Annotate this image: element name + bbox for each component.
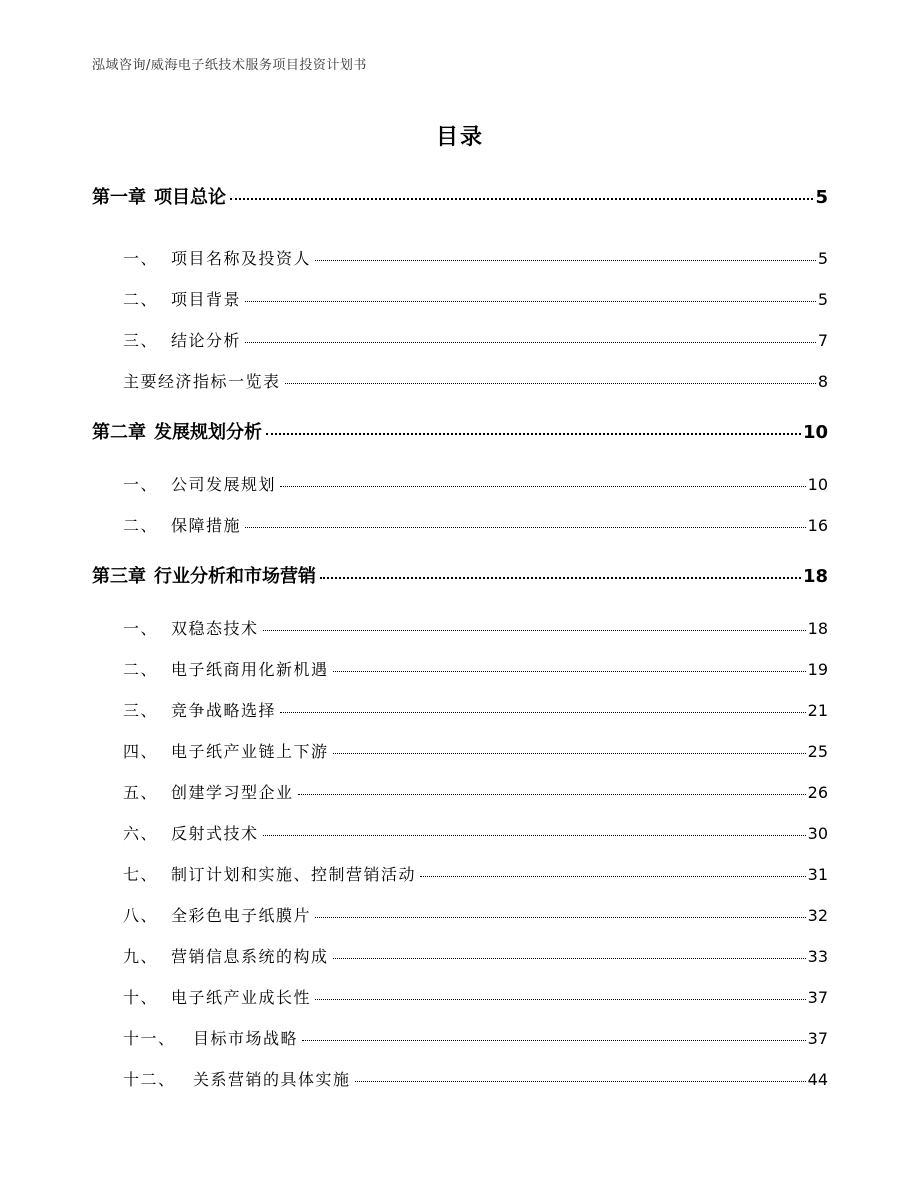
toc-entry-page: 5: [817, 290, 828, 309]
toc-leader-dots: [315, 260, 816, 261]
toc-leader-dots: [245, 342, 816, 343]
toc-entry-number: 三、: [123, 331, 159, 350]
toc-entry-label: 制订计划和实施、控制营销活动: [171, 865, 417, 884]
toc-entry-page: 16: [807, 516, 828, 535]
toc-entry-page: 8: [817, 372, 828, 391]
toc-entry-number: 第一章: [92, 187, 146, 208]
toc-leader-dots: [320, 577, 801, 579]
toc-entry-label: 电子纸商用化新机遇: [171, 660, 329, 679]
toc-entry[interactable]: [123, 246, 828, 272]
toc-leader-dots: [420, 876, 806, 877]
toc-entry-number: 二、: [123, 660, 159, 679]
toc-entry-page: 19: [807, 660, 828, 679]
toc-entry-label: 关系营销的具体实施: [193, 1070, 351, 1089]
toc-entry[interactable]: [123, 1067, 828, 1093]
toc-entry-page: 25: [807, 742, 828, 761]
toc-entry-number: 三、: [123, 701, 159, 720]
toc-entry[interactable]: [123, 862, 828, 888]
toc-entry-page: 10: [802, 422, 828, 443]
toc-entry-page: 10: [807, 475, 828, 494]
toc-entry-page: 44: [807, 1070, 828, 1089]
toc-entry-label: 电子纸产业成长性: [171, 988, 312, 1007]
toc-entry[interactable]: [92, 562, 828, 592]
toc-entry-label: 项目总论: [154, 187, 226, 208]
toc-entry-page: 5: [817, 249, 828, 268]
toc-leader-dots: [315, 999, 806, 1000]
toc-entry-label: 竞争战略选择: [171, 701, 277, 720]
toc-entry-page: 18: [802, 566, 828, 587]
toc-entry-label: 保障措施: [171, 516, 242, 535]
toc-entry[interactable]: [123, 513, 828, 539]
toc-entry-page: 32: [807, 906, 828, 925]
toc-entry-page: 7: [817, 331, 828, 350]
toc-entry[interactable]: [123, 616, 828, 642]
toc-entry-label: 全彩色电子纸膜片: [171, 906, 312, 925]
toc-entry[interactable]: [123, 985, 828, 1011]
toc-leader-dots: [285, 383, 816, 384]
toc-leader-dots: [333, 958, 806, 959]
toc-entry-number: 八、: [123, 906, 159, 925]
toc-entry[interactable]: [123, 821, 828, 847]
toc-entry-label: 项目名称及投资人: [171, 249, 312, 268]
toc-entry[interactable]: [123, 780, 828, 806]
page-header: 泓域咨询/威海电子纸技术服务项目投资计划书: [92, 58, 367, 73]
toc-entry-page: 37: [807, 1029, 828, 1048]
toc-entry-label: 目标市场战略: [193, 1029, 299, 1048]
toc-entry-number: 二、: [123, 516, 159, 535]
toc-entry-label: 公司发展规划: [171, 475, 277, 494]
toc-entry-label: 营销信息系统的构成: [171, 947, 329, 966]
toc-entry[interactable]: [123, 903, 828, 929]
toc-leader-dots: [280, 712, 806, 713]
toc-entry-page: 26: [807, 783, 828, 802]
toc-entry-number: 七、: [123, 865, 159, 884]
toc-entry-number: 第三章: [92, 566, 146, 587]
toc-title: 目录: [435, 125, 484, 150]
toc-entry-label: 行业分析和市场营销: [154, 566, 316, 587]
toc-entry-number: 五、: [123, 783, 159, 802]
toc-entry[interactable]: [123, 287, 828, 313]
toc-entry-number: 九、: [123, 947, 159, 966]
toc-leader-dots: [333, 671, 806, 672]
toc-leader-dots: [355, 1081, 806, 1082]
toc-entry-number: 六、: [123, 824, 159, 843]
toc-entry-page: 31: [807, 865, 828, 884]
toc-entry-number: 二、: [123, 290, 159, 309]
toc-entry-label: 项目背景: [171, 290, 242, 309]
toc-entry-label: 电子纸产业链上下游: [171, 742, 329, 761]
toc-entry[interactable]: [123, 657, 828, 683]
toc-entry-number: 一、: [123, 475, 159, 494]
toc-entry[interactable]: [92, 418, 828, 448]
toc-entry-page: 5: [815, 187, 828, 208]
toc-entry[interactable]: [92, 183, 828, 213]
toc-entry[interactable]: [123, 698, 828, 724]
toc-entry-page: 33: [807, 947, 828, 966]
toc-leader-dots: [298, 794, 806, 795]
toc-leader-dots: [315, 917, 806, 918]
toc-leader-dots: [333, 753, 806, 754]
toc-leader-dots: [280, 486, 806, 487]
toc-leader-dots: [266, 433, 801, 435]
toc-entry[interactable]: [123, 472, 828, 498]
toc-entry[interactable]: [123, 944, 828, 970]
toc-entry-label: 结论分析: [171, 331, 242, 350]
toc-entry[interactable]: [123, 328, 828, 354]
toc-entry-page: 37: [807, 988, 828, 1007]
toc-entry-label: 双稳态技术: [171, 619, 259, 638]
toc-entry-number: 一、: [123, 619, 159, 638]
toc-leader-dots: [245, 301, 816, 302]
toc-entry[interactable]: [123, 739, 828, 765]
toc-leader-dots: [230, 198, 813, 200]
toc-entry-label: 发展规划分析: [154, 422, 262, 443]
toc-entry-label: 反射式技术: [171, 824, 259, 843]
toc-entry-page: 30: [807, 824, 828, 843]
toc-leader-dots: [302, 1040, 806, 1041]
toc-leader-dots: [263, 835, 806, 836]
toc-entry-number: 一、: [123, 249, 159, 268]
toc-entry[interactable]: [123, 369, 828, 395]
toc-entry-page: 18: [807, 619, 828, 638]
toc-leader-dots: [263, 630, 806, 631]
toc-leader-dots: [245, 527, 806, 528]
toc-entry-number: 第二章: [92, 422, 146, 443]
toc-entry-label: 主要经济指标一览表: [123, 372, 281, 391]
toc-entry-number: 十、: [123, 988, 159, 1007]
toc-entry-page: 21: [807, 701, 828, 720]
toc-entry-number: 四、: [123, 742, 159, 761]
toc-entry-label: 创建学习型企业: [171, 783, 294, 802]
toc-entry-number: 十二、: [123, 1070, 176, 1089]
toc-entry-number: 十一、: [123, 1029, 176, 1048]
toc-entry[interactable]: [123, 1026, 828, 1052]
